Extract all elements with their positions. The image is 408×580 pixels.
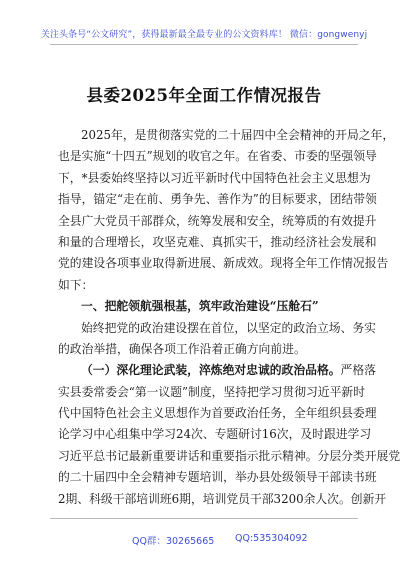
footer-qq-contact: QQ:535304092: [235, 533, 308, 544]
section-1-intro-line-1: 始终把党的政治建设摆在首位，以坚定的政治立场、务实: [81, 320, 376, 335]
footer-qq-group: QQ群：30265665: [132, 536, 215, 547]
paragraph-intro-line-2: 也是实施“十四五”规划的收官之年。在省委、市委的坚强领导: [58, 149, 377, 164]
document-title: 县委2025年全面工作情况报告: [86, 86, 322, 105]
section-heading-1: 一、把舵领航强根基，筑牢政治建设“压舱石”: [81, 299, 319, 314]
subsection-1-line-3: 代中国特色社会主义思想作为首要政治任务，全年组织县委理: [58, 406, 377, 421]
subsection-1-line-4: 论学习中心组集中学习24次、专题研讨16次，及时跟进学习: [58, 427, 372, 442]
paragraph-intro-line-1: 2025年，是贯彻落实党的二十届四中全会精神的开局之年，: [81, 128, 395, 142]
subsection-1-line-5: 习近平总书记最新重要讲话和重要指示批示精神。分层分类开展党: [58, 448, 401, 463]
paragraph-intro-line-3: 下，*县委始终坚持以习近平新时代中国特色社会主义思想为: [58, 170, 371, 185]
subsection-1-lead-text: 严格落: [340, 363, 376, 378]
document-body: [58, 125, 401, 510]
subsection-1-line-7: 2期、科级干部培训班6期，培训党员干部3200余人次。创新开: [58, 491, 387, 506]
paragraph-intro-line-8: 如下：: [58, 277, 94, 292]
subsection-1-line-2: 实县委常委会“第一议题”制度，坚持把学习贯彻习近平新时: [58, 384, 365, 399]
header-divider: [50, 44, 358, 45]
paragraph-intro-line-4: 指导，锚定“走在前、勇争先、善作为”的目标要求，团结带领: [58, 192, 377, 207]
paragraph-intro-line-6: 和量的合理增长，攻坚克难、真抓实干，推动经济社会发展和: [58, 234, 377, 249]
header-banner: 关注头条号“公文研究”，获得最新最全最专业的公文资料库！ 微信：gongwenyj: [40, 30, 368, 40]
paragraph-intro-line-5: 全县广大党员干部群众，统筹发展和安全，统筹质的有效提升: [58, 213, 377, 228]
footer-divider: [50, 518, 358, 519]
subsection-1-heading: （一）深化理论武装，淬炼绝对忠诚的政治品格。: [81, 363, 341, 378]
subsection-1-line-6: 的二十届四中全会精神专题培训，举办县处级领导干部读书班: [58, 470, 377, 485]
section-1-intro-line-2: 的政治举措，确保各项工作沿着正确方向前进。: [58, 341, 306, 356]
subsection-1-line-1: [58, 360, 376, 381]
paragraph-intro-line-7: 党的建设各项事业取得新进展、新成效。现将全年工作情况报告: [58, 256, 389, 271]
